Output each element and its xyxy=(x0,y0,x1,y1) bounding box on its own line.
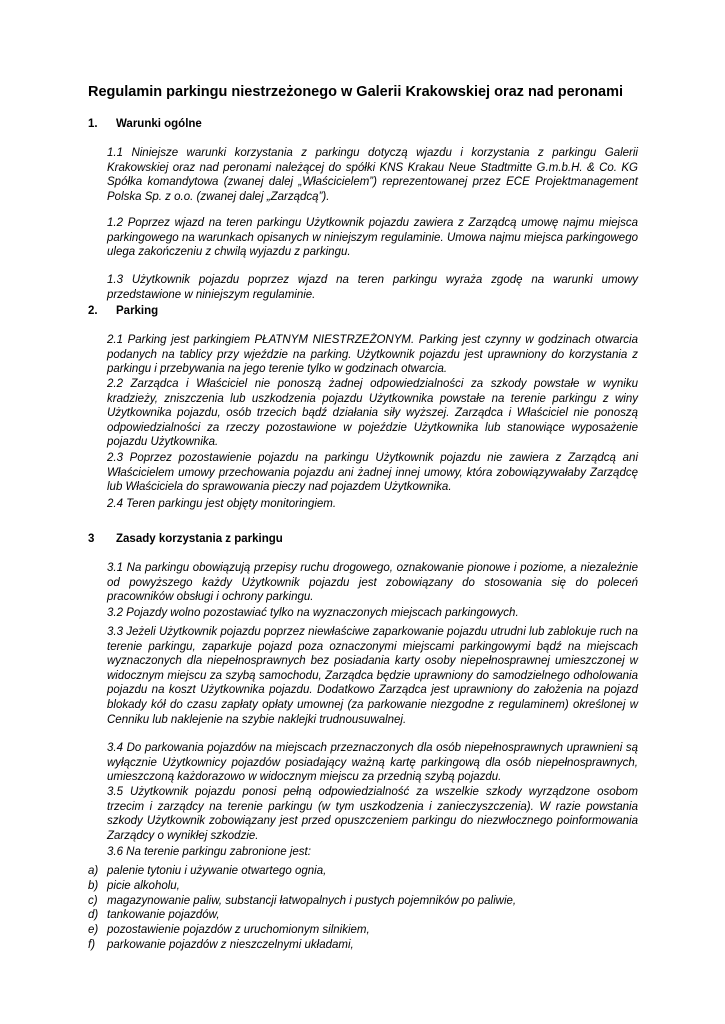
section-title: Zasady korzystania z parkingu xyxy=(116,533,283,545)
paragraph-1-1: 1.1 Niniejsze warunki korzystania z parkingu dotyczą wjazdu i korzystania z parkingu Galerii Krakowskiej oraz nad peronami należącej do spółki KNS Krakau Neue Stadtmitte G.m.b.H. & Co. KG Spółka komandytowa (zwanej dalej „Właścicielem”) reprezentowanej przez ECE Projektmanagement Polska Sp. z o.o. (zwanej dalej „Zarządcą”). xyxy=(107,147,638,203)
section-number: 1. xyxy=(88,118,98,130)
paragraph-3-2: 3.2 Pojazdy wolno pozostawiać tylko na wyznaczonych miejscach parkingowych. xyxy=(107,607,519,619)
paragraph-1-2: 1.2 Poprzez wjazd na teren parkingu Użytkownik pojazdu zawiera z Zarządcą umowę najmu miejsca parkingowego na warunkach opisanych w niniejszym regulaminie. Umowa najmu miejsca parkingowego ulega zakończeniu z chwilą wyjazdu z parkingu. xyxy=(107,217,638,259)
paragraph-3-4: 3.4 Do parkowania pojazdów na miejscach przeznaczonych dla osób niepełnosprawnych uprawnieni są wyłącznie Użytkownicy pojazdów posiadający ważną kartę parkingową dla osób niepełnosprawnych, umieszczoną każdorazowo w widocznym miejscu za przednią szybą pojazdu. xyxy=(107,742,638,784)
list-marker: d) xyxy=(88,909,99,921)
paragraph-3-1: 3.1 Na parkingu obowiązują przepisy ruchu drogowego, oznakowanie pionowe i poziome, a niezależnie od powyższego każdy Użytkownik pojazdu jest zobowiązany do stosowania się do poleceń pracowników obsługi i ochrony parkingu. xyxy=(107,562,638,604)
list-item xyxy=(88,894,648,909)
section-title: Parking xyxy=(116,305,159,317)
section-number: 3 xyxy=(88,533,95,545)
section-heading-2 xyxy=(88,305,648,317)
section-heading-3 xyxy=(88,533,648,545)
list-item-text: magazynowanie paliw, substancji łatwopalnych i pustych pojemników po paliwie, xyxy=(107,895,517,907)
paragraph-2-2: 2.2 Zarządca i Właściciel nie ponoszą żadnej odpowiedzialności za szkody powstałe w wyniku kradzieży, zniszczenia lub uszkodzenia pojazdu Użytkownika powstałe na terenie parkingu z winy Użytkownika pojazdu, osób trzecich bądź działania siły wyższej. Zarządca i Właściciel nie ponoszą odpowiedzialności za rzeczy pozostawione w pojeździe Użytkownika lub stanowiące wyposażenie pojazdu Użytkownika. xyxy=(107,378,638,449)
list-item-text: tankowanie pojazdów, xyxy=(107,909,220,921)
list-item xyxy=(88,938,648,953)
list-item-text: parkowanie pojazdów z nieszczelnymi układami, xyxy=(107,939,354,951)
document-title: Regulamin parkingu niestrzeżonego w Galerii Krakowskiej oraz nad peronami xyxy=(88,84,624,100)
list-marker: a) xyxy=(88,865,99,877)
paragraph-1-3: 1.3 Użytkownik pojazdu poprzez wjazd na teren parkingu wyraża zgodę na warunki umowy przedstawione w niniejszym regulaminie. xyxy=(107,274,638,301)
list-marker: f) xyxy=(88,939,96,951)
paragraph-2-1: 2.1 Parking jest parkingiem PŁATNYM NIESTRZEŻONYM. Parking jest czynny w godzinach otwarcia podanych na tablicy przy wjeździe na parking. Użytkownik pojazdu jest uprawniony do korzystania z parkingu i przebywania na jego terenie tylko w godzinach otwarcia. xyxy=(107,334,638,376)
list-item xyxy=(88,908,648,923)
paragraph-3-6: 3.6 Na terenie parkingu zabronione jest: xyxy=(107,846,311,858)
list-item xyxy=(88,864,648,879)
list-item xyxy=(88,923,648,938)
list-item-text: palenie tytoniu i używanie otwartego ognia, xyxy=(107,865,327,877)
paragraph-3-5: 3.5 Użytkownik pojazdu ponosi pełną odpowiedzialność za wszelkie szkody wyrządzone osobom trzecim i zarządcy na terenie parkingu (w tym uszkodzenia i zanieczyszczenia). W razie powstania szkody Użytkownik zobowiązany jest przed opuszczeniem parkingu do niezwłocznego poinformowania Zarządcy o wynikłej szkodzie. xyxy=(107,786,638,842)
section-number: 2. xyxy=(88,305,98,317)
list-item-text: pozostawienie pojazdów z uruchomionym silnikiem, xyxy=(107,924,370,936)
section-heading-1 xyxy=(88,118,648,130)
list-marker: b) xyxy=(88,880,99,892)
list-item-text: picie alkoholu, xyxy=(107,880,180,892)
list-marker: c) xyxy=(88,895,98,907)
paragraph-2-4: 2.4 Teren parkingu jest objęty monitoringiem. xyxy=(107,498,337,510)
list-marker: e) xyxy=(88,924,99,936)
section-title: Warunki ogólne xyxy=(116,118,202,130)
paragraph-3-3: 3.3 Jeżeli Użytkownik pojazdu poprzez niewłaściwe zaparkowanie pojazdu utrudni lub zablokuje ruch na terenie parkingu, zaparkuje pojazd poza oznaczonymi miejscami parkingowymi bądź na miejscach wyznaczonych dla niepełnosprawnych bez posiadania karty osoby niepełnosprawnej umieszczonej w widocznym miejscu za szybą samochodu, Zarządca będzie uprawniony do samodzielnego odholowania pojazdu na koszt Użytkownika pojazdu. Dodatkowo Zarządca jest uprawniony do założenia na pojazd blokady kół do czasu zapłaty opłaty umownej (za parkowanie niezgodne z regulaminem) określonej w Cenniku lub naklejenie na szybie naklejki trudnousuwalnej. xyxy=(107,626,638,726)
paragraph-2-3: 2.3 Poprzez pozostawienie pojazdu na parkingu Użytkownik pojazdu nie zawiera z Zarządcą ani Właścicielem umowy przechowania pojazdu ani żadnej innej umowy, która zobowiązywałaby Zarządcę lub Właściciela do sprawowania pieczy nad pojazdem Użytkownika. xyxy=(107,452,638,494)
list-item xyxy=(88,879,648,894)
